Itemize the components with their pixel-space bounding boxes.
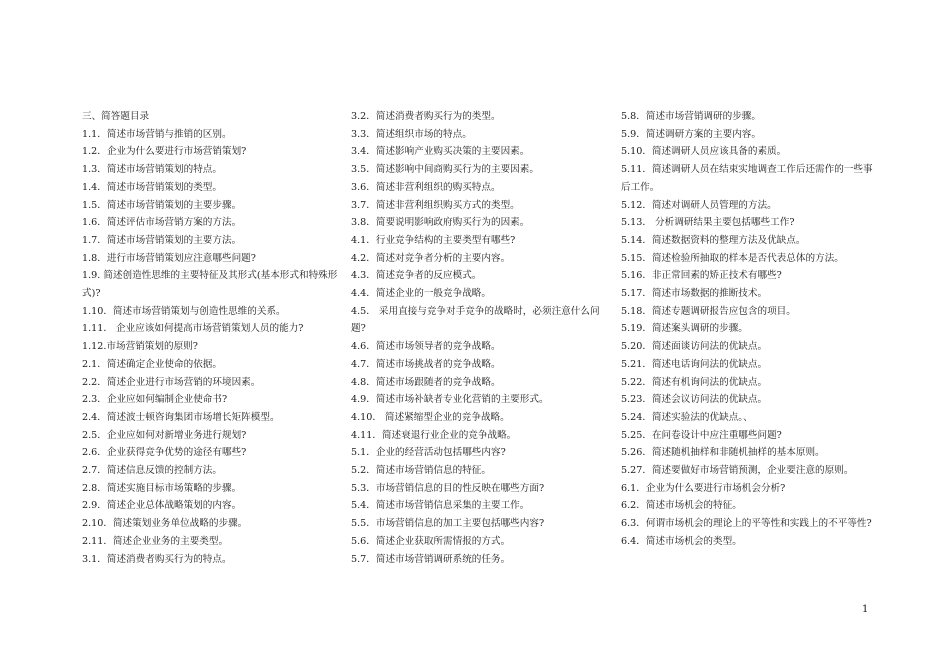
question-item: 4.4．简述企业的一般竞争战略。 [351, 288, 491, 300]
question-item: 5.20．简述面谈访问法的优缺点。 [621, 341, 768, 353]
question-item: 5.25．在问卷设计中应注重哪些问题? [621, 429, 782, 441]
question-item: 3.1．简述消费者购买行为的特点。 [82, 553, 232, 565]
question-item: 2.3．企业应如何编制企业使命书? [82, 394, 228, 406]
question-item: 1.2．企业为什么要进行市场营销策划? [82, 146, 247, 158]
question-item: 1.6．简述评估市场营销方案的方法。 [82, 217, 242, 229]
question-item: 5.11．简述调研人员在结束实地调查工作后还需作的一些事后工作。 [621, 164, 873, 193]
question-item: 5.19．简述案头调研的步骤。 [621, 323, 748, 335]
question-item: 2.8．简述实施目标市场策略的步骤。 [82, 482, 242, 494]
question-item: 2.4．简述波士顿咨询集团市场增长矩阵模型。 [82, 411, 280, 423]
question-item: 3.3．简述组织市场的特点。 [351, 128, 472, 140]
question-item: 1.4．简述市场营销策划的类型。 [82, 181, 222, 193]
page-number: 1 [862, 604, 869, 615]
question-item: 3.6．简述非营利组织的购买特点。 [351, 181, 501, 193]
question-item: 5.1．企业的经营活动包括哪些内容? [351, 447, 506, 459]
question-item: 1.7．简述市场营销策划的主要方法。 [82, 234, 242, 246]
question-item: 5.3．市场营销信息的目的性反映在哪些方面? [351, 482, 545, 494]
question-item: 4.11．简述衰退行业企业的竞争战略。 [351, 429, 517, 441]
question-item: 5.22．简述有机询问法的优缺点。 [621, 376, 768, 388]
question-item: 5.16．非正常回素的矫正技术有哪些? [621, 270, 782, 282]
question-item: 1.10．简述市场营销策划与创造性思维的关系。 [82, 305, 286, 317]
question-item: 5.23．简述会议访问法的优缺点。 [621, 394, 768, 406]
question-item: 5.26．简述随机抽样和非随机抽样的基本原则。 [621, 447, 825, 459]
question-item: 1.3．简述市场营销策划的特点。 [82, 164, 222, 176]
question-item: 5.10．简述调研人员应该具备的素质。 [621, 146, 787, 158]
question-item: 2.7．简述信息反馈的控制方法。 [82, 465, 222, 477]
question-item: 1.8．进行市场营销策划应注意哪些问题? [82, 252, 256, 264]
column-3 [621, 108, 873, 551]
question-item: 4.3．简述竞争者的反应模式。 [351, 270, 482, 282]
question-item: 6.1．企业为什么要进行市场机会分析? [621, 482, 786, 494]
question-item: 5.7．简述市场营销调研系统的任务。 [351, 553, 511, 565]
question-item: 5.15．简述检验所抽取的样本是否代表总体的方法。 [621, 252, 844, 264]
question-item: 5.4．简述市场营销信息采集的主要工作。 [351, 500, 530, 512]
question-item: 4.6．简述市场领导者的竞争战略。 [351, 341, 501, 353]
question-item: 4.2．简述对竞争者分析的主要内容。 [351, 252, 511, 264]
question-item: 4.9．简述市场补缺者专业化营销的主要形式。 [351, 394, 549, 406]
question-item: 6.4．简述市场机会的类型。 [621, 535, 742, 547]
question-item: 5.17．简述市场数据的推断技术。 [621, 288, 768, 300]
question-item: 5.2．简述市场营销信息的特征。 [351, 465, 491, 477]
question-item: 5.12．简述对调研人员管理的方法。 [621, 199, 777, 211]
section-heading: 三、简答题目录 [82, 111, 150, 122]
question-item: 5.8．简述市场营销调研的步骤。 [621, 111, 761, 122]
question-item: 1.5．简述市场营销策划的主要步骤。 [82, 199, 242, 211]
question-item: 2.2．简述企业进行市场营销的环境因素。 [82, 376, 261, 388]
question-item: 2.1．简述确定企业使命的依据。 [82, 358, 222, 370]
question-item: 4.8．简述市场跟随者的竞争战略。 [351, 376, 501, 388]
question-item: 2.11．简述企业业务的主要类型。 [82, 535, 229, 547]
question-item: 6.3．何谓市场机会的理论上的平等性和实践上的不平等性? [621, 518, 872, 530]
question-item: 5.9．简述调研方案的主要内容。 [621, 128, 761, 140]
question-item: 5.18．简述专题调研报告应包含的项目。 [621, 305, 796, 317]
question-item: 3.2．简述消费者购买行为的类型。 [351, 111, 501, 122]
question-item: 1.12.市场营销策划的原则? [82, 341, 198, 353]
question-item: 4.1．行业竞争结构的主要类型有哪些? [351, 234, 516, 246]
question-item: 5.24．简述实验法的优缺点。、 [621, 411, 753, 423]
question-item: 2.10．简述策划业务单位战略的步骤。 [82, 518, 248, 530]
question-item: 2.6．企业获得竞争优势的途径有哪些? [82, 447, 247, 459]
question-item: 4.7．简述市场挑战者的竞争战略。 [351, 358, 501, 370]
column-2 [351, 108, 609, 568]
question-item: 4.5． 采用直接与竞争对手竞争的战略时，必须注意什么问题? [351, 305, 600, 335]
question-item: 1.1．简述市场营销与推销的区别。 [82, 128, 232, 140]
question-item: 5.21．简述电话询问法的优缺点。 [621, 358, 768, 370]
question-item: 5.14．简述数据资料的整理方法及优缺点。 [621, 234, 806, 246]
question-item: 5.13． 分析调研结果主要包括哪些工作? [621, 217, 795, 229]
question-item: 4.10． 简述紧缩型企业的竞争战略。 [351, 411, 510, 423]
question-item: 2.9．简述企业总体战略策划的内容。 [82, 500, 242, 512]
question-item: 6.2．简述市场机会的特征。 [621, 500, 742, 512]
question-item: 3.8．简要说明影响政府购买行为的因素。 [351, 217, 530, 229]
question-item: 1.9. 简述创造性思维的主要特征及其形式(基本形式和特殊形式)? [82, 270, 338, 300]
question-item: 3.5．简述影响中间商购买行为的主要因素。 [351, 164, 539, 176]
question-item: 5.6．简述企业获取所需情报的方式。 [351, 535, 511, 547]
question-item: 5.5．市场营销信息的加工主要包括哪些内容? [351, 518, 545, 530]
question-item: 5.27．简述要做好市场营销预测，企业要注意的原则。 [621, 465, 854, 477]
question-item: 1.11． 企业应该如何提高市场营销策划人员的能力? [82, 323, 304, 335]
question-item: 2.5．企业应如何对新增业务进行规划? [82, 429, 247, 441]
question-item: 3.7．简述非营利组织购买方式的类型。 [351, 199, 520, 211]
column-1 [82, 108, 338, 568]
question-item: 3.4．简述影响产业购买决策的主要因素。 [351, 146, 530, 158]
